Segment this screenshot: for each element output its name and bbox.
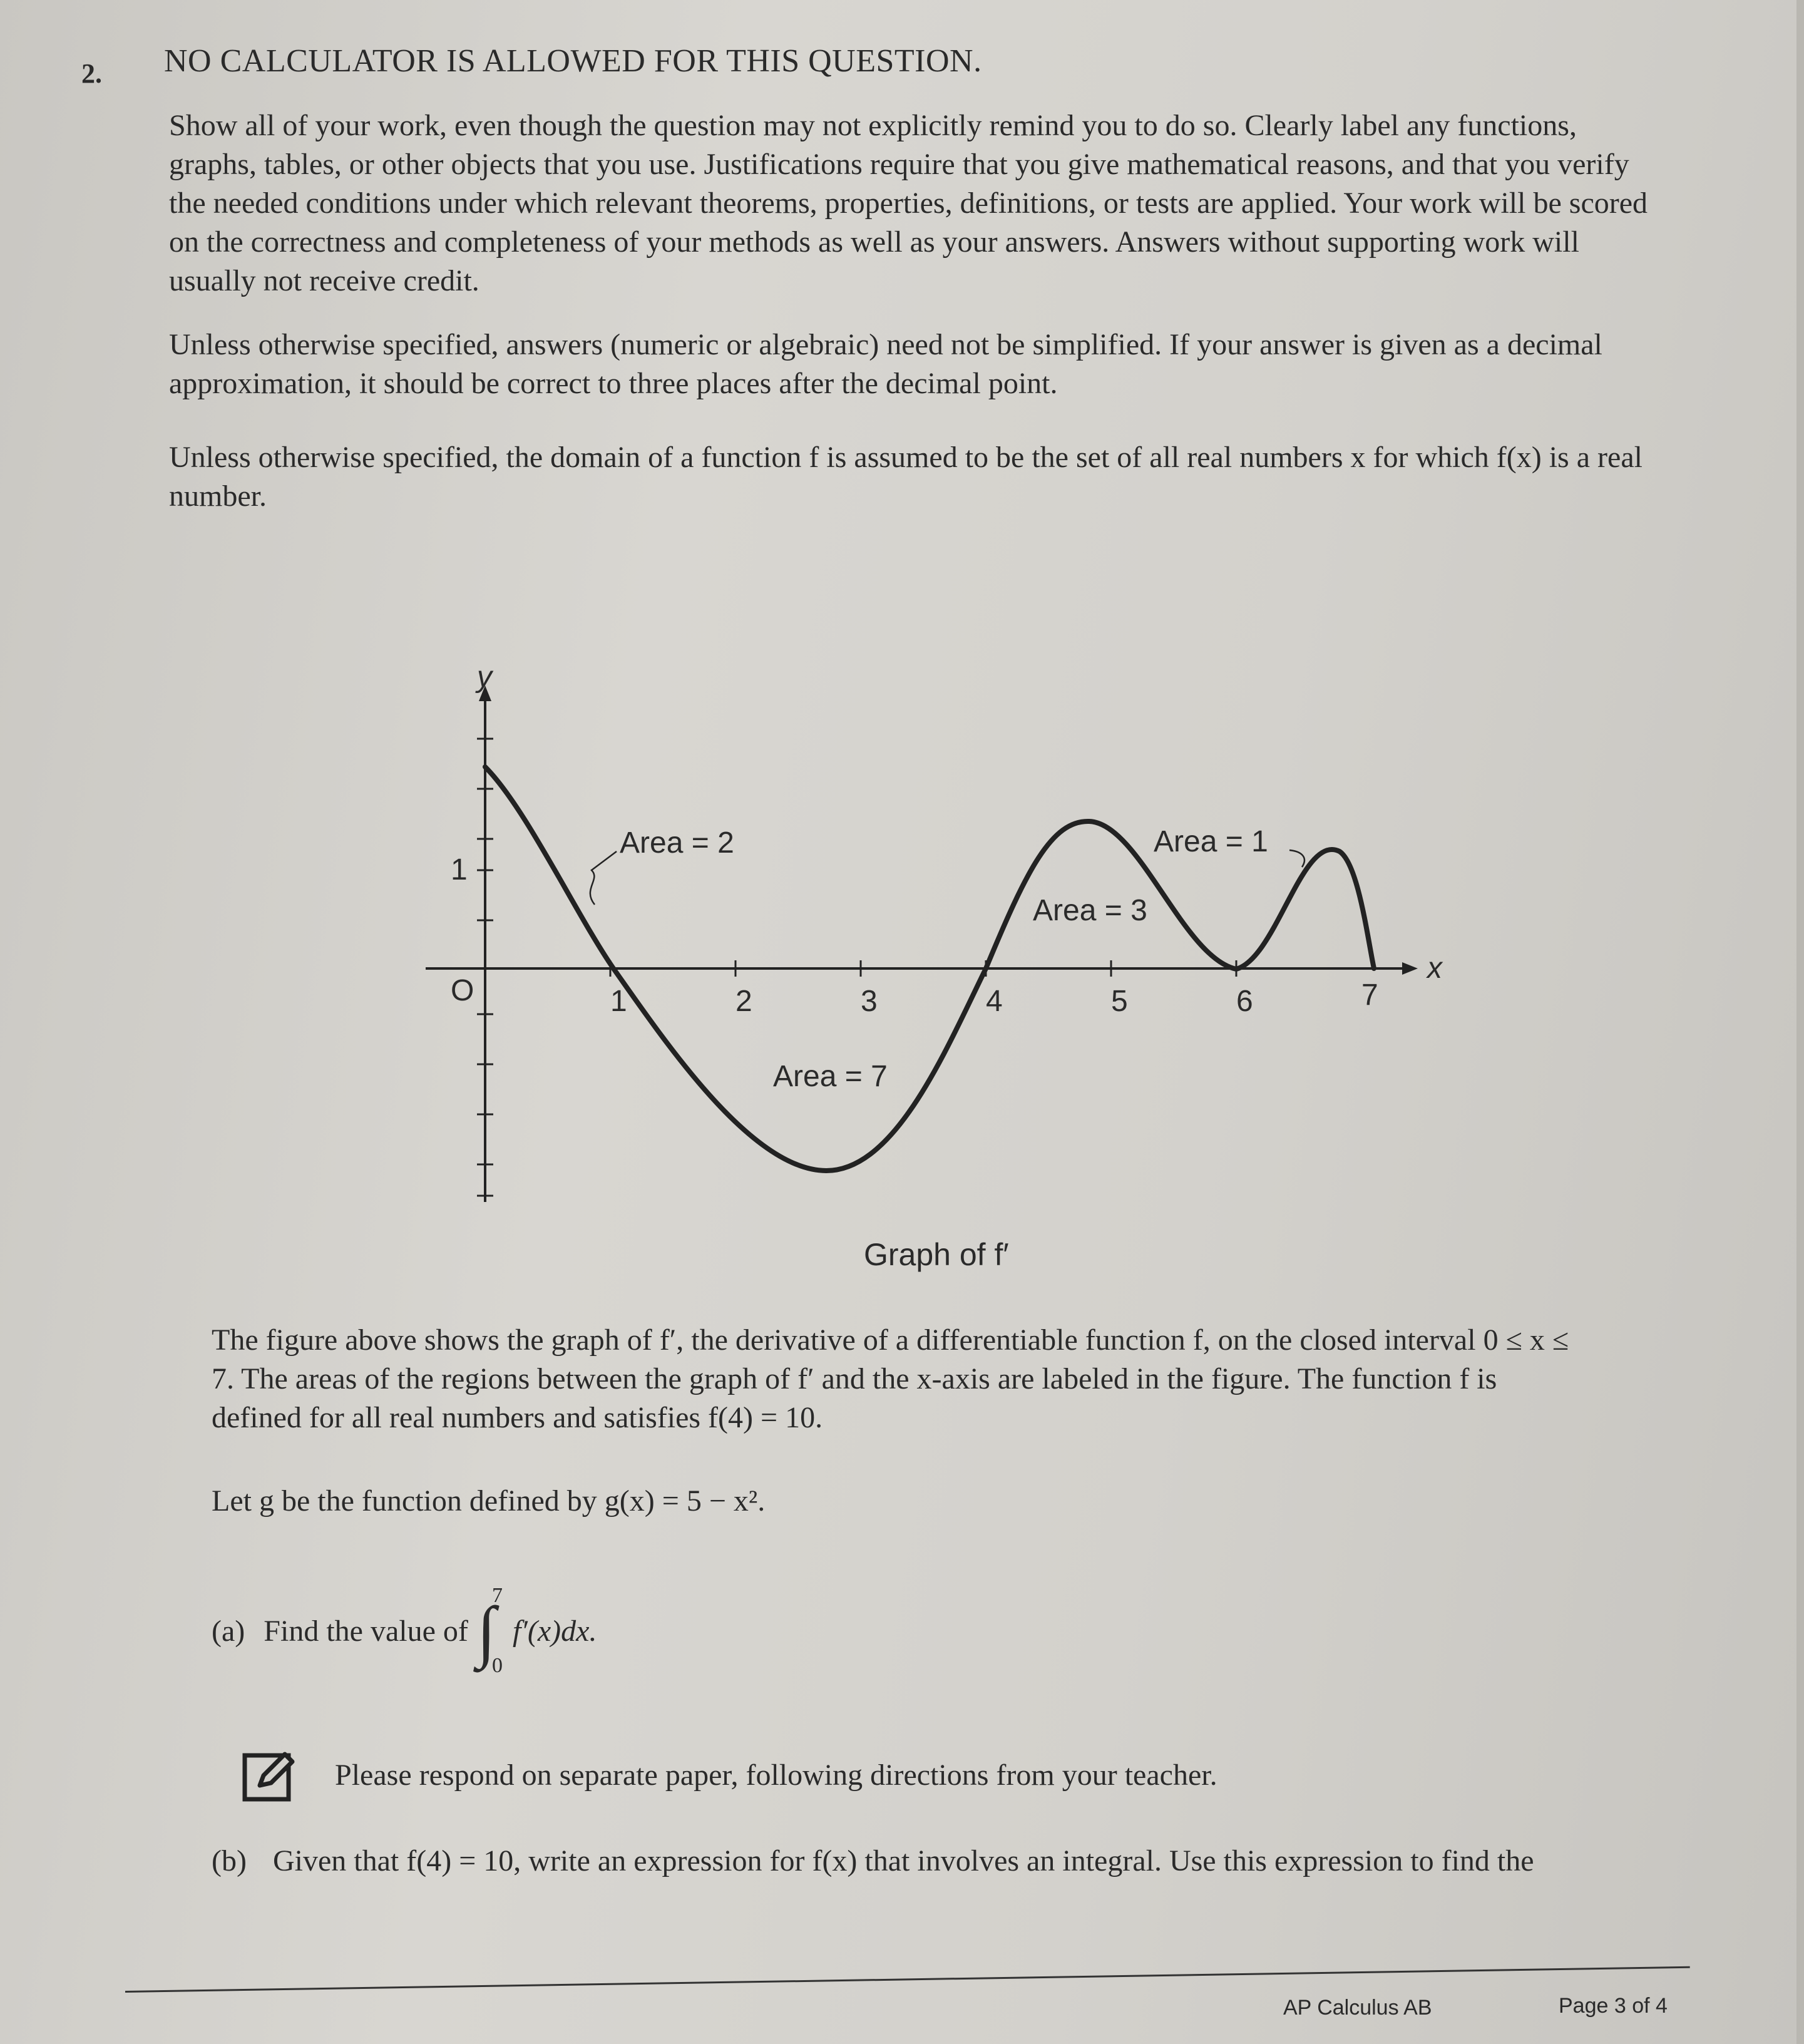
area-2-leader xyxy=(590,851,617,905)
respond-note xyxy=(241,1747,1217,1803)
instructions-simplify: Unless otherwise specified, answers (numeric or algebraic) need not be simplified. If your answer is given as a decimal approximation, it should be correct to three places after the decimal point. xyxy=(169,328,1602,400)
footer-course: AP Calculus AB xyxy=(1283,1996,1432,2020)
x-axis-arrow xyxy=(1402,962,1418,975)
derivative-graph xyxy=(401,664,1477,1246)
x-tick-label-1: 1 xyxy=(610,985,627,1018)
part-a xyxy=(212,1584,597,1678)
graph-title: Graph of f′ xyxy=(864,1237,1009,1272)
area-label-7: Area = 7 xyxy=(773,1060,888,1093)
x-tick-label-2: 2 xyxy=(735,985,752,1018)
y-axis-label: y xyxy=(477,664,492,694)
x-tick-label-4: 4 xyxy=(986,985,1003,1018)
area-label-1: Area = 1 xyxy=(1154,825,1268,858)
g-definition: Let g be the function defined by g(x) = 5 − x². xyxy=(212,1484,766,1518)
origin-label: O xyxy=(451,974,474,1007)
integral-upper-limit: 7 xyxy=(492,1584,503,1607)
integral-lower-limit: 0 xyxy=(492,1654,503,1677)
problem-description: The figure above shows the graph of f′, the derivative of a differentiable function f, on the closed interval 0 ≤ x ≤ 7. The areas of the regions between the graph of f′ and the x-axis are labeled in the figure. The function f is defined for all real numbers and satisfies f(4) = 10. xyxy=(212,1323,1569,1434)
integrand: f′(x)dx. xyxy=(513,1614,597,1648)
respond-text: Please respond on separate paper, following directions from your teacher. xyxy=(335,1758,1217,1792)
part-b xyxy=(212,1844,1534,1878)
footer-page: Page 3 of 4 xyxy=(1559,1994,1668,2018)
question-number: 2. xyxy=(81,58,102,89)
instructions-work: Show all of your work, even though the question may not explicitly remind you to do so. Clearly label any functions, graphs, tables, or other objects that you use. Justifications require that you give mathematical reasons, and that you verify the needed conditions under which relevant theorems, properties, definitions, or tests are applied. Your work will be scored on the correctness and completeness of your methods as well as your answers. Answers without supporting work will usually not receive credit. xyxy=(169,109,1648,297)
question-heading: NO CALCULATOR IS ALLOWED FOR THIS QUESTION. xyxy=(164,43,982,79)
x-axis-label: x xyxy=(1427,952,1442,985)
instructions-domain: Unless otherwise specified, the domain of a function f is assumed to be the set of all real numbers x for which f(x) is a real number. xyxy=(169,441,1643,513)
x-tick-label-3: 3 xyxy=(861,985,878,1018)
part-a-text: Find the value of xyxy=(264,1614,468,1648)
part-a-label: (a) xyxy=(212,1614,245,1648)
x-tick-label-7: 7 xyxy=(1361,978,1378,1012)
integral-expression xyxy=(477,1584,597,1678)
y-tick-label-1: 1 xyxy=(451,853,468,886)
page-edge xyxy=(1796,0,1804,2044)
part-b-text: Given that f(4) = 10, write an expression for f(x) that involves an integral. Use this expression to find the xyxy=(272,1844,1534,1877)
x-tick-label-6: 6 xyxy=(1236,985,1253,1018)
edit-pencil-icon xyxy=(241,1747,297,1803)
integral-sign-icon: ∫ xyxy=(476,1593,496,1669)
area-1-leader xyxy=(1289,850,1304,867)
x-tick-label-5: 5 xyxy=(1111,985,1128,1018)
area-label-2: Area = 2 xyxy=(620,826,734,860)
area-label-3: Area = 3 xyxy=(1033,894,1147,927)
part-b-label: (b) xyxy=(212,1844,247,1877)
